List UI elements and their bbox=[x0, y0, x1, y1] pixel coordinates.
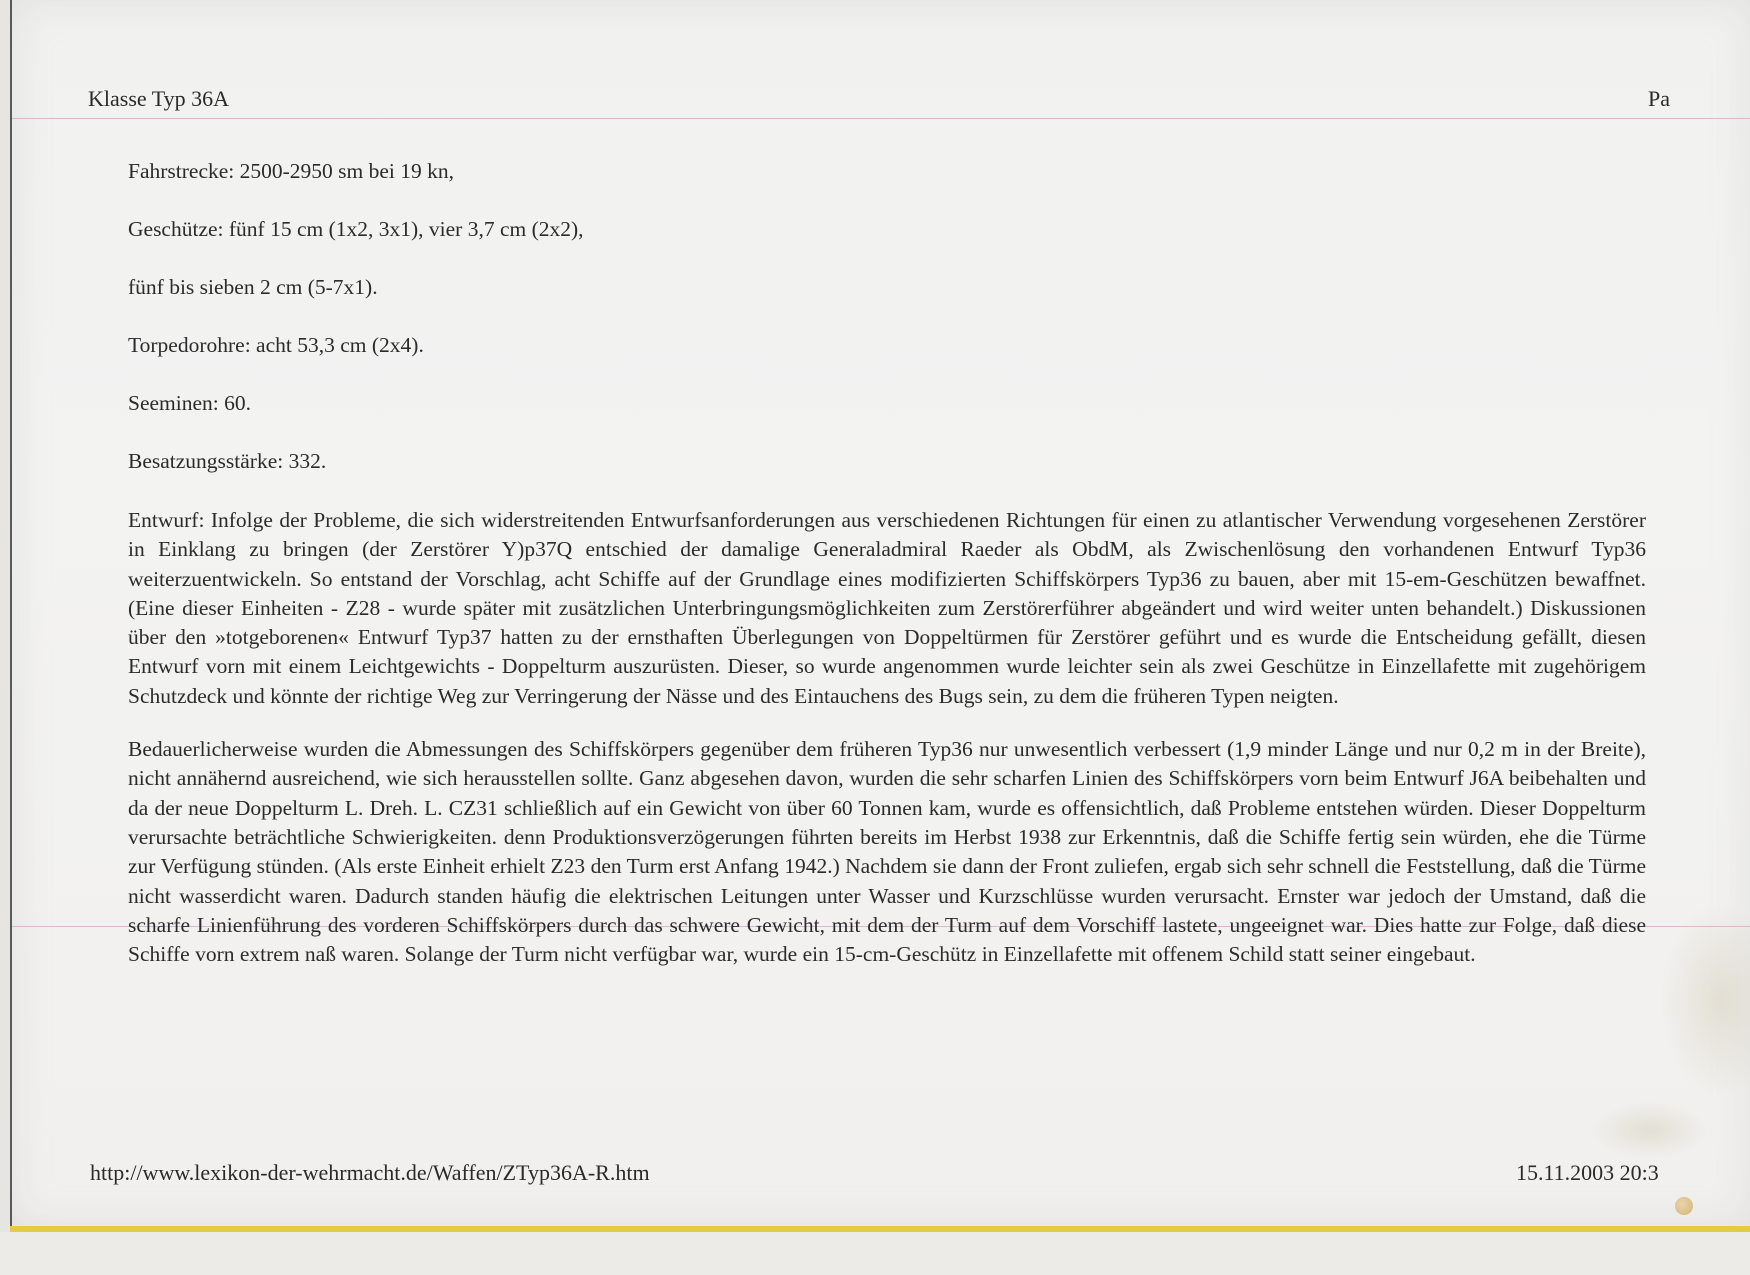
spec-line: Torpedorohre: acht 53,3 cm (2x4). bbox=[128, 333, 424, 357]
page-header-title: Klasse Typ 36A bbox=[88, 86, 230, 111]
ruled-line bbox=[12, 118, 1750, 119]
hole-punch-mark bbox=[1675, 1197, 1693, 1215]
spec-line: Geschütze: fünf 15 cm (1x2, 3x1), vier 3,7 cm (2x2), bbox=[128, 217, 584, 241]
scan-background bbox=[0, 1232, 1750, 1275]
page-footer-timestamp: 15.11.2003 20:3 bbox=[1516, 1160, 1659, 1185]
spec-line: Besatzungsstärke: 332. bbox=[128, 449, 327, 473]
document-body bbox=[128, 158, 1646, 993]
spec-line: Fahrstrecke: 2500-2950 sm bei 19 kn, bbox=[128, 159, 455, 183]
page-footer-url: http://www.lexikon-der-wehrmacht.de/Waffen/ZTyp36A-R.htm bbox=[90, 1160, 650, 1185]
page-header-page-label: Pa bbox=[1648, 86, 1670, 111]
spec-line: Seeminen: 60. bbox=[128, 391, 252, 415]
spec-line: fünf bis sieben 2 cm (5-7x1). bbox=[128, 275, 378, 299]
body-paragraph: Entwurf: Infolge der Probleme, die sich widerstreitenden Entwurfsanforderungen aus verschiedenen Richtungen für einen zu atlantischer Verwendung vorgesehenen Zerstörer in Einklang zu bringen (der Zerstörer Y)p37Q entschied der damalige Generaladmiral Raeder als ObdM, als Zwischenlösung den vorhandenen Entwurf Typ36 weiterzuentwickeln. So entstand der Vorschlag, acht Schiffe auf der Grundlage eines modifizierten Schiffskörpers Typ36 zu bauen, aber mit 15-em-Geschützen bewaffnet. (Eine dieser Einheiten - Z28 - wurde später mit zusätzlichen Unterbringungsmöglichkeiten zum Zerstörerführer abgeändert und wird weiter unten behandelt.) Diskussionen über den »totgeborenen« Entwurf Typ37 hatten zu der ernsthaften Überlegungen von Doppeltürmen für Zerstörer geführt und es wurde die Entscheidung gefällt, diesen Entwurf vorn mit einem Leichtgewichts - Doppelturm auszurüsten. Dieser, so wurde angenommen wurde leichter sein als zwei Geschütze in Einzellafette mit zugehörigem Schutzdeck und könnte der richtige Weg zur Verringerung der Nässe und des Eintauchens des Bugs sein, zu dem die früheren Typen neigten. bbox=[128, 508, 1646, 708]
paper-stain bbox=[1590, 1100, 1710, 1160]
body-paragraph: Bedauerlicherweise wurden die Abmessungen des Schiffskörpers gegenüber dem früheren Typ36 nur unwesentlich verbessert (1,9 minder Länge und nur 0,2 m in der Breite), nicht annähernd ausreichend, wie sich herausstellen sollte. Ganz abgesehen davon, wurden die sehr scharfen Linien des Schiffskörpers vorn beim Entwurf J6A beibehalten und da der neue Doppelturm L. Dreh. L. CZ31 schließlich auf ein Gewicht von über 60 Tonnen kam, wurde es offensichtlich, daß Probleme entstehen würden. Dieser Doppelturm verursachte beträchtliche Schwierigkeiten. denn Produktionsverzögerungen führten bereits im Herbst 1938 zur Erkenntnis, daß die Schiffe fertig sein würden, ehe die Türme zur Verfügung stünden. (Als erste Einheit erhielt Z23 den Turm erst Anfang 1942.) Nachdem sie dann der Front zuliefen, ergab sich sehr schnell die Feststellung, daß die Türme nicht wasserdicht waren. Dadurch standen häufig die elektrischen Leitungen unter Wasser und Kurzschlüsse wurden verursacht. Ernster war jedoch der Umstand, daß die scharfe Linienführung des vorderen Schiffskörpers durch das schwere Gewicht, mit dem der Turm auf dem Vorschiff lastete, ungeeignet war. Dies hatte zur Folge, daß diese Schiffe vorn extrem naß waren. Solange der Turm nicht verfügbar war, wurde ein 15-cm-Geschütz in Einzellafette mit offenem Schild statt seiner eingebaut. bbox=[128, 737, 1646, 967]
